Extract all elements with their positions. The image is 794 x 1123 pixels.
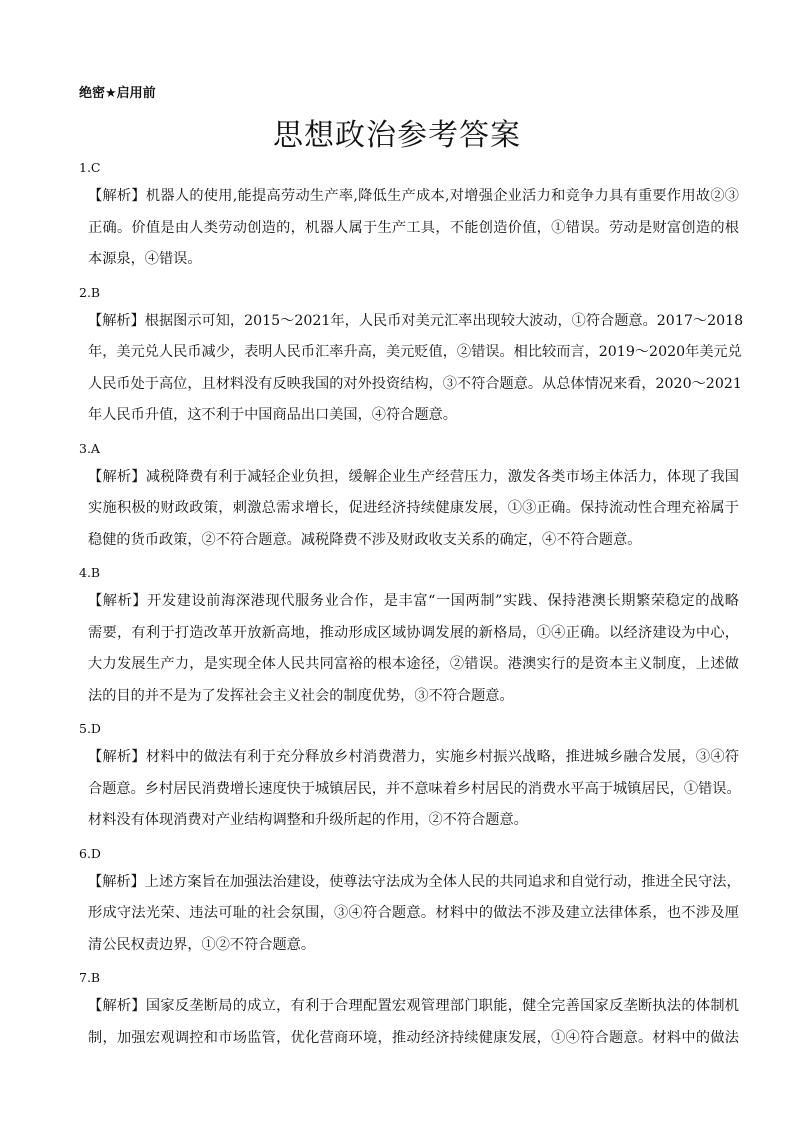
analysis-text: [79, 742, 739, 837]
analysis-line: 稳健的货币政策，②不符合题意。减税降费不涉及财政收支关系的确定，④不符合题意。: [88, 531, 642, 548]
analysis-line: 需要，有利于打造改革开放新高地，推动形成区域协调发展的新格局，①④正确。以经济建设为中心，: [88, 624, 739, 641]
analysis-line: 合题意。乡村居民消费增长速度快于城镇居民，并不意味着乡村居民的消费水平高于城镇居民，①错误。: [88, 780, 741, 797]
analysis-text: [79, 991, 739, 1054]
analysis-text: [79, 181, 739, 276]
analysis-line: 人民币处于高位，且材料没有反映我国的对外投资结构，③不符合题意。从总体情况来看，2020～2021: [88, 375, 742, 392]
question-number: 7.B: [79, 970, 101, 985]
analysis-line: 【解析】开发建设前海深港现代服务业合作，是丰富“一国两制”实践、保持港澳长期繁荣稳定的战略: [88, 593, 739, 609]
question-number: 1.C: [79, 160, 101, 175]
answer-item: [79, 155, 739, 276]
analysis-text: [79, 867, 739, 962]
analysis-line: 形成守法光荣、违法可耻的社会氛围，③④符合题意。材料中的做法不涉及建立法律体系，也不涉及厘: [88, 905, 739, 921]
analysis-text: [79, 586, 739, 712]
answer-item: [79, 965, 739, 1054]
analysis-line: 清公民权责边界，①②不符合题意。: [88, 936, 316, 953]
analysis-line: 实施积极的财政政策，刺激总需求增长，促进经济持续健康发展，①③正确。保持流动性合理充裕属于: [88, 500, 739, 516]
analysis-line: 本源泉，④错误。: [88, 251, 202, 267]
question-number: 3.A: [79, 440, 100, 456]
question-number: 4.B: [79, 565, 101, 580]
analysis-line: 法的目的并不是为了发挥社会主义社会的制度优势，③不符合题意。: [88, 687, 514, 704]
confidential-label: 绝密★启用前: [79, 86, 156, 101]
answer-list: [79, 153, 744, 1058]
analysis-line: 大力发展生产力，是实现全体人民共同富裕的根本途径，②错误。港澳实行的是资本主义制度，上述做: [88, 656, 739, 672]
analysis-line: 【解析】机器人的使用,能提高劳动生产率,降低生产成本,对增强企业活力和竞争力具有重要作用故②③: [88, 188, 739, 204]
analysis-line: 【解析】材料中的做法有利于充分释放乡村消费潜力，实施乡村振兴战略，推进城乡融合发展，③④符: [88, 749, 739, 765]
analysis-line: 【解析】上述方案旨在加强法治建设，使尊法守法成为全体人民的共同追求和自觉行动，推进全民守法，: [88, 873, 741, 890]
analysis-line: 【解析】根据图示可知，2015～2021年，人民币对美元汇率出现较大波动，①符合题意。2017～2018: [88, 312, 744, 329]
question-number: 6.D: [79, 845, 101, 861]
question-number: 2.B: [79, 284, 101, 300]
analysis-line: 【解析】减税降费有利于减轻企业负担，缓解企业生产经营压力，激发各类市场主体活力，体现了我国: [88, 468, 739, 485]
analysis-line: 【解析】国家反垄断局的成立，有利于合理配置宏观管理部门职能，健全完善国家反垄断执法的体制机: [88, 998, 739, 1014]
analysis-text: [79, 306, 744, 432]
analysis-text: [79, 462, 739, 557]
analysis-line: 制，加强宏观调控和市场监管，优化营商环境，推动经济持续健康发展，①④符合题意。材料中的做法: [88, 1029, 739, 1046]
answer-item: [79, 560, 739, 712]
answer-item: [79, 436, 739, 557]
answer-item: [79, 841, 739, 962]
answer-item: [79, 716, 739, 837]
analysis-line: 年，美元兑人民币减少，表明人民币汇率升高，美元贬值，②错误。相比较而言，2019～2020年美元兑: [88, 344, 742, 360]
analysis-line: 材料没有体现消费对产业结构调整和升级所起的作用，②不符合题意。: [88, 812, 528, 828]
question-number: 5.D: [79, 721, 101, 736]
page-title: 思想政治参考答案: [273, 118, 521, 153]
answer-item: [79, 280, 744, 432]
analysis-line: 年人民币升值，这不利于中国商品出口美国，④符合题意。: [88, 407, 457, 423]
analysis-line: 正确。价值是由人类劳动创造的，机器人属于生产工具，不能创造价值，①错误。劳动是财富创造的根: [88, 219, 739, 236]
